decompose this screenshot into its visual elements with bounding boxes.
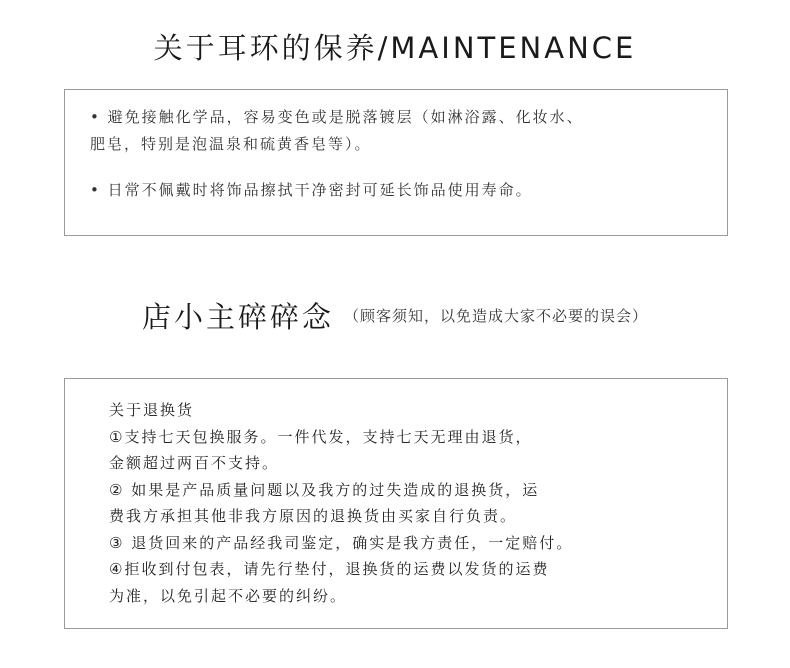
notice-line: ③ 退货回来的产品经我司鉴定，确实是我方责任，一定赔付。 (109, 533, 574, 552)
maintenance-line: • 避免接触化学品，容易变色或是脱落镀层（如淋浴露、化妆水、 (90, 108, 584, 126)
maintenance-title: 关于耳环的保养/MAINTENANCE (153, 31, 637, 65)
notice-text (109, 397, 573, 609)
notice-line: 关于退换货 (109, 401, 195, 419)
notice-line: 费我方承担其他非我方原因的退换货由买家自行负责。 (109, 507, 518, 525)
notice-line: 为准，以免引起不必要的纠纷。 (109, 586, 348, 605)
notice-subtitle: （顾客须知，以免造成大家不必要的误会） (344, 307, 649, 325)
maintenance-box (64, 89, 728, 236)
maintenance-paragraph-chemicals (90, 104, 730, 158)
notice-line: ② 如果是产品质量问题以及我方的过失造成的退换货，运 (109, 480, 540, 499)
maintenance-line: 肥皂，特别是泡温泉和硫黄香皂等）。 (90, 135, 372, 153)
maintenance-paragraph-storage: • 日常不佩戴时将饰品擦拭干净密封可延长饰品使用寿命。 (90, 181, 533, 199)
notice-line: ④拒收到付包表，请先行垫付，退换货的运费以发货的运费 (109, 560, 550, 578)
notice-title (0, 295, 790, 336)
notice-main-title: 店小主碎碎念 (141, 300, 334, 334)
notice-box (64, 378, 728, 629)
notice-line: ①支持七天包换服务。一件代发，支持七天无理由退货， (109, 427, 533, 446)
notice-line: 金额超过两百不支持。 (109, 454, 280, 472)
